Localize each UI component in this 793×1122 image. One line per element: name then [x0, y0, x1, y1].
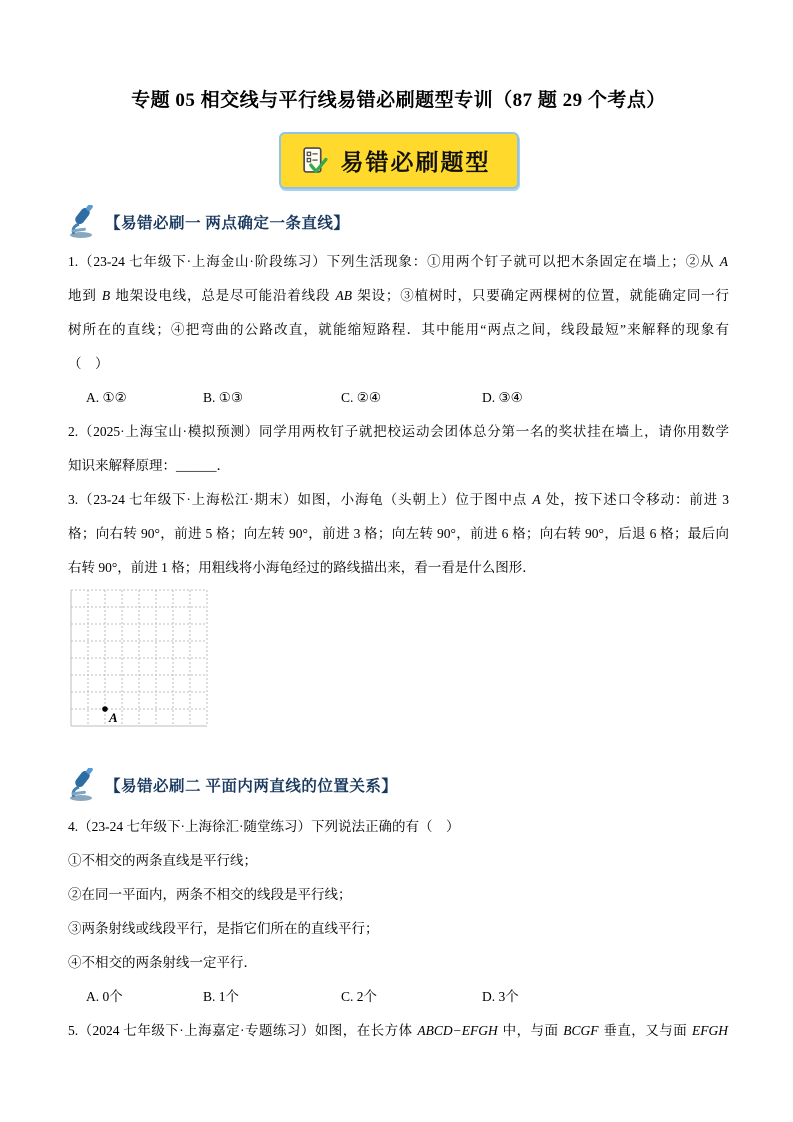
option-a: A. ①② — [86, 390, 127, 405]
question-3-line-2: 格；向右转 90°，前进 5 格；向左转 90°，前进 3 格；向左转 90°，前进 6 格；向右转 90°，后退 6 格；最后向 — [68, 526, 729, 541]
option-d: D. 3个 — [482, 989, 519, 1004]
question-2 — [68, 415, 729, 483]
grid-figure — [70, 589, 208, 727]
point-a-dot — [102, 706, 108, 712]
question-4 — [68, 810, 729, 1014]
question-1-line-2: 地到 B 地架设电线，总是尽可能沿着线段 AB 架设；③植树时，只要确定两棵树的位置，就能确定同一行 — [68, 288, 730, 303]
option-c: C. ②④ — [341, 390, 381, 405]
question-3-figure — [70, 589, 729, 732]
question-4-statement-1: ①不相交的两条直线是平行线； — [68, 853, 257, 868]
question-4-statement-2: ②在同一平面内，两条不相交的线段是平行线； — [68, 887, 352, 902]
question-5-line-1: 5.（2024 七年级下·上海嘉定·专题练习）如图，在长方体 ABCD−EFGH 中，与面 BCGF 垂直，又与面 EFGH — [68, 1023, 728, 1038]
question-1-options — [68, 381, 729, 415]
option-a: A. 0个 — [86, 989, 123, 1004]
topic-badge — [279, 132, 519, 189]
section-2-title: 【易错必刷二 平面内两直线的位置关系】 — [105, 778, 398, 795]
section-1-title: 【易错必刷一 两点确定一条直线】 — [105, 215, 350, 232]
question-1-line-1: 1.（23-24 七年级下·上海金山·阶段练习）下列生活现象：①用两个钉子就可以把木条固定在墙上；②从 A — [68, 254, 728, 269]
question-1 — [68, 245, 729, 415]
option-d: D. ③④ — [482, 390, 523, 405]
section-heading-1 — [68, 205, 729, 239]
page-title: 专题 05 相交线与平行线易错必刷题型专训（87 题 29 个考点） — [131, 90, 666, 111]
microscope-icon — [68, 768, 98, 802]
microscope-icon — [68, 205, 98, 239]
question-4-options — [68, 980, 729, 1014]
option-c: C. 2个 — [341, 989, 378, 1004]
question-4-statement-3: ③两条射线或线段平行，是指它们所在的直线平行； — [68, 921, 379, 936]
badge-label: 易错必刷题型 — [340, 149, 491, 175]
checklist-icon — [301, 146, 328, 175]
question-2-line-2: 知识来解释原理：______． — [68, 458, 230, 473]
option-b: B. ①③ — [203, 390, 243, 405]
question-4-statement-4: ④不相交的两条射线一定平行． — [68, 955, 257, 970]
point-a-label: A — [109, 710, 118, 725]
question-3 — [68, 483, 729, 732]
question-3-line-3: 右转 90°，前进 1 格；用粗线将小海龟经过的路线描出来，看一看是什么图形． — [68, 560, 536, 575]
question-2-line-1: 2.（2025·上海宝山·模拟预测）同学用两枚钉子就把校运动会团体总分第一名的奖状挂在墙上，请你用数学 — [68, 424, 729, 439]
question-4-line-1: 4.（23-24 七年级下·上海徐汇·随堂练习）下列说法正确的有（ ） — [68, 819, 460, 834]
question-1-line-3: 树所在的直线；④把弯曲的公路改直，就能缩短路程．其中能用“两点之间，线段最短”来解释的现象有 — [68, 322, 729, 337]
question-5 — [68, 1014, 729, 1048]
question-3-line-1: 3.（23-24 七年级下·上海松江·期末）如图，小海龟（头朝上）位于图中点 A 处，按下述口令移动：前进 3 — [68, 492, 729, 507]
section-heading-2 — [68, 768, 729, 802]
question-1-line-4: （ ） — [68, 356, 109, 371]
option-b: B. 1个 — [203, 989, 240, 1004]
